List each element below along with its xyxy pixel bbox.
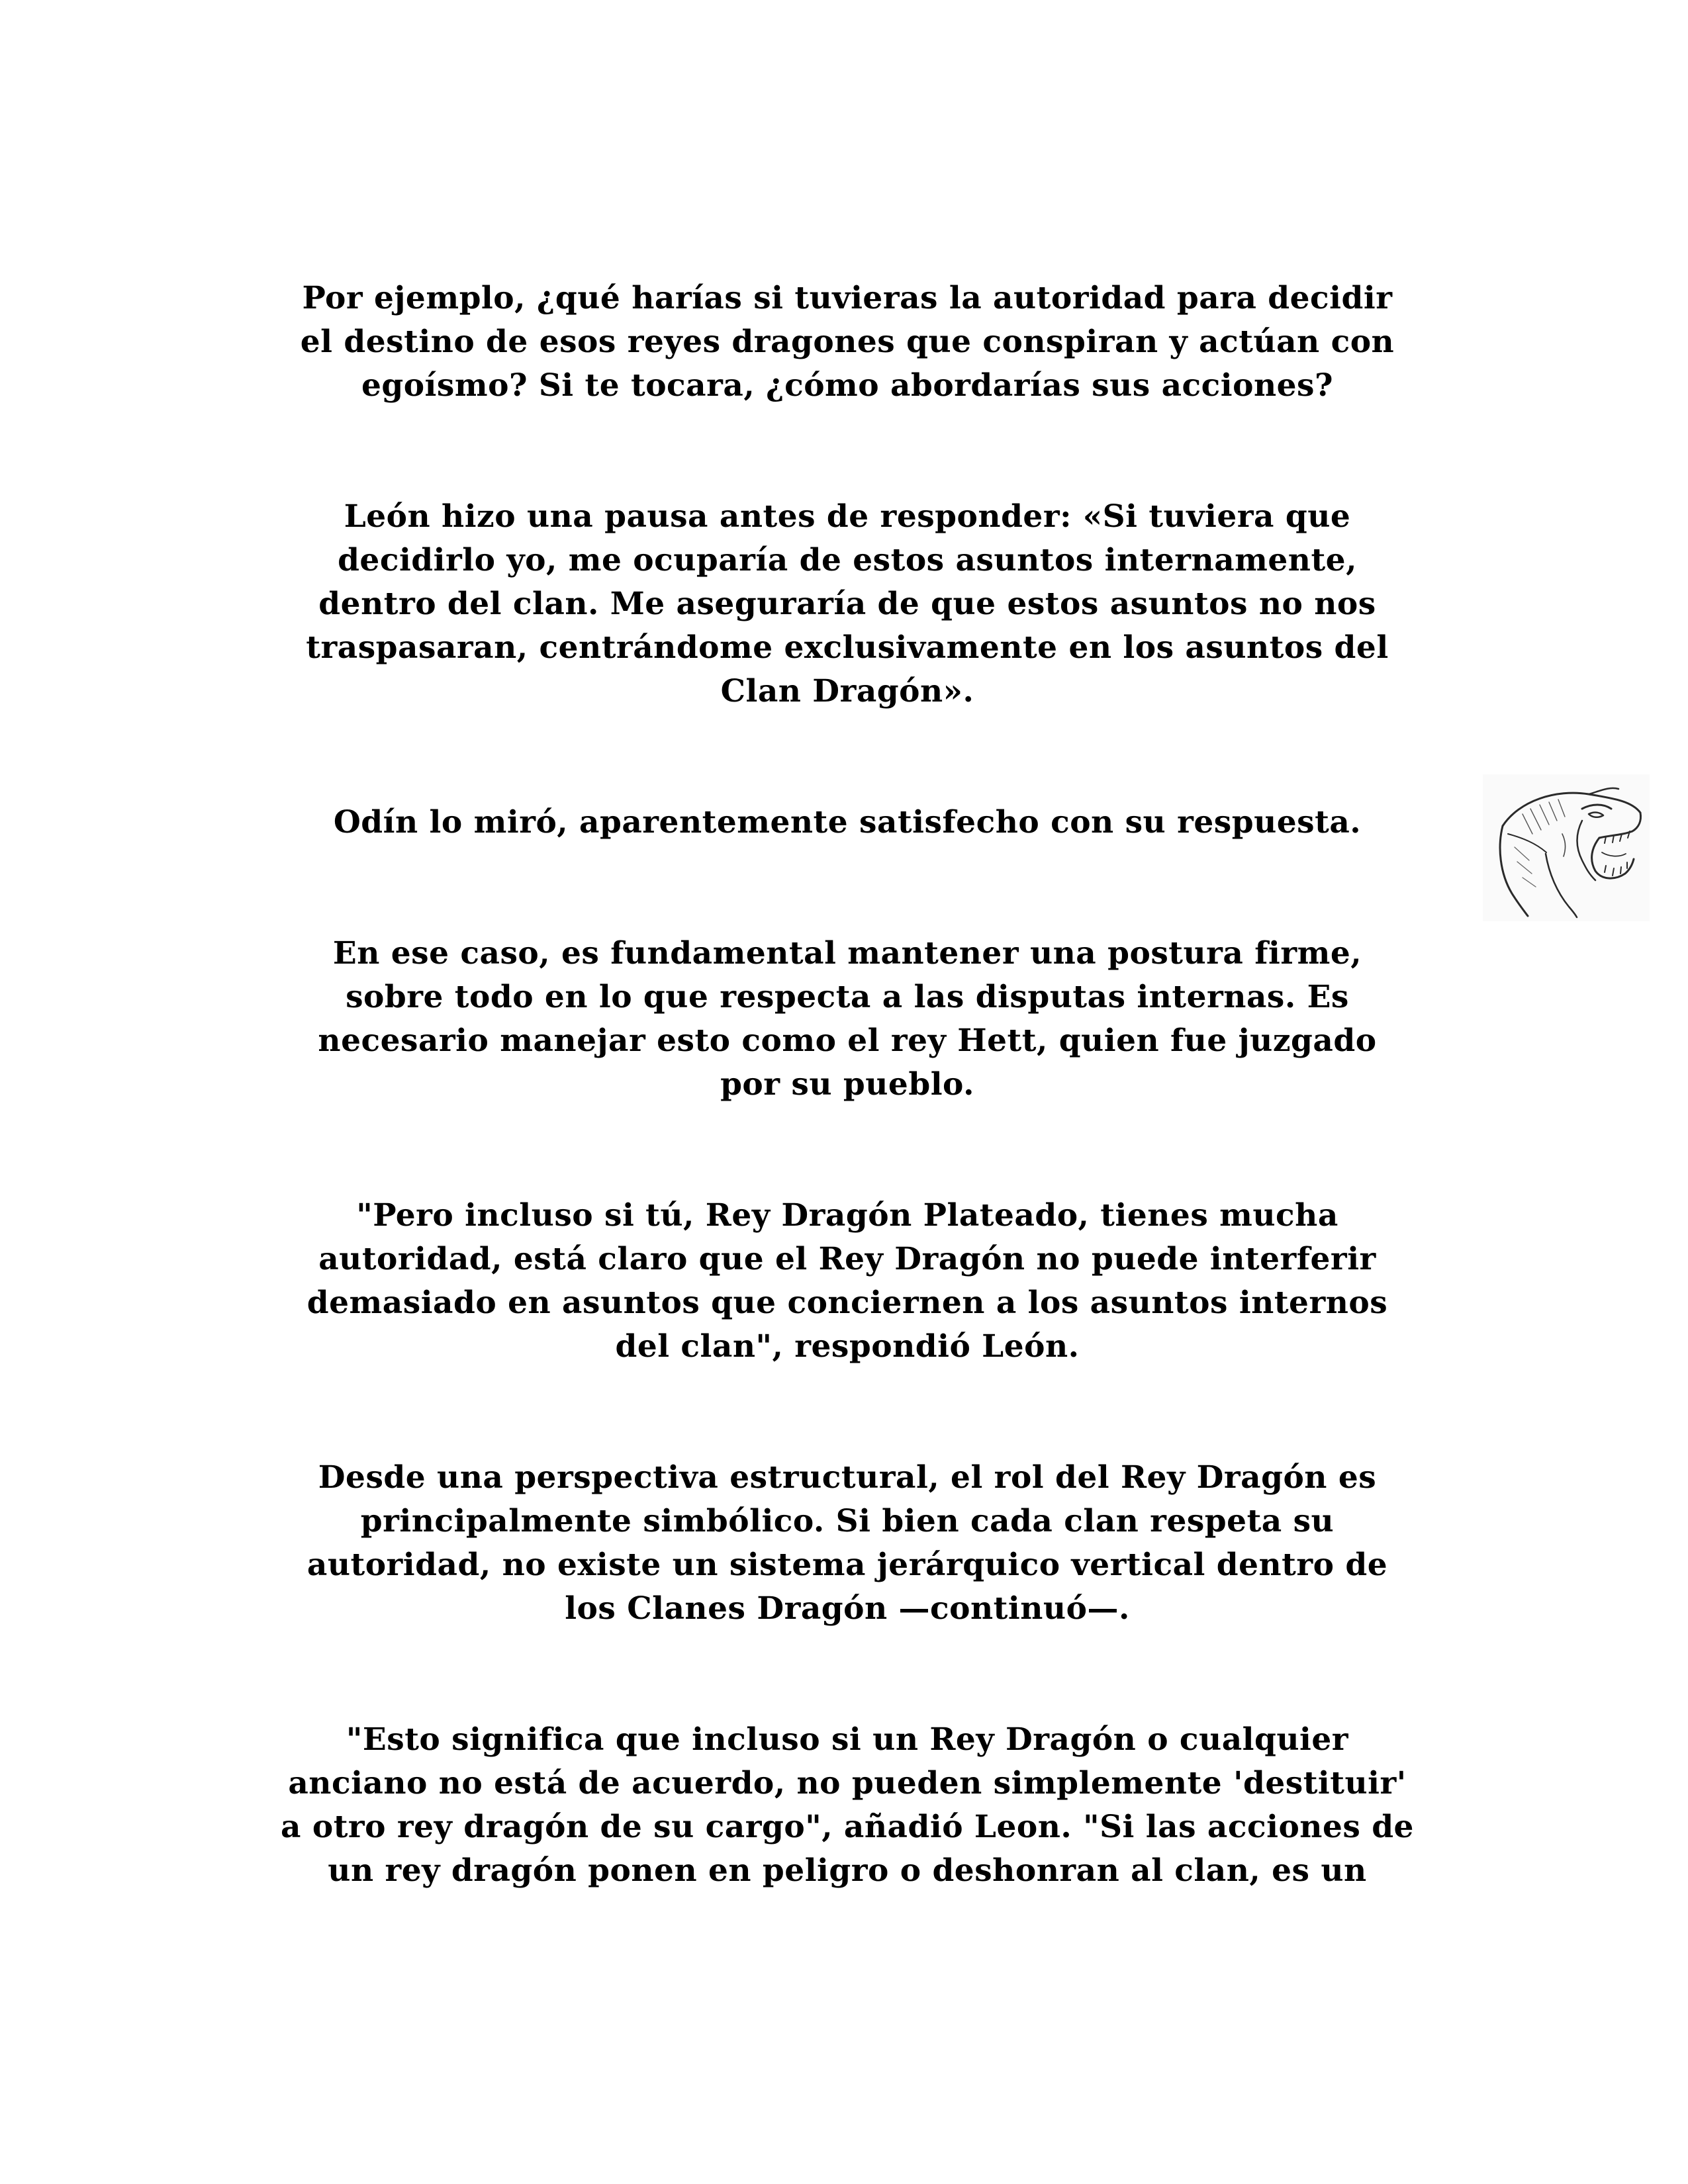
body-text bbox=[225, 277, 1470, 1893]
dragon-head-sketch-icon bbox=[1483, 774, 1650, 921]
paragraph-2: León hizo una pausa antes de responder: «Si tuviera que decidirlo yo, me ocuparía de estos asuntos internamente, dentro del clan. Me aseguraría de que estos asuntos no nos traspasaran, centrándome exclusivamente en los asuntos del Clan Dragón». bbox=[306, 498, 1389, 709]
paragraph-1: Por ejemplo, ¿qué harías si tuvieras la autoridad para decidir el destino de esos reyes dragones que conspiran y actúan con egoísmo? Si te tocara, ¿cómo abordarías sus acciones? bbox=[300, 280, 1395, 404]
paragraph-3: Odín lo miró, aparentemente satisfecho con su respuesta. bbox=[333, 804, 1362, 841]
paragraph-5: "Pero incluso si tú, Rey Dragón Plateado, tienes mucha autoridad, está claro que el Rey Dragón no puede interferir demasiado en asuntos que conciernen a los asuntos internos del clan", respondió León. bbox=[306, 1197, 1388, 1365]
paragraph-6: Desde una perspectiva estructural, el rol del Rey Dragón es principalmente simbólico. Si bien cada clan respeta su autoridad, no existe un sistema jerárquico vertical dentro de los Clanes Dragón —continuó—. bbox=[306, 1459, 1388, 1627]
paragraph-4: En ese caso, es fundamental mantener una postura firme, sobre todo en lo que respecta a las disputas internas. Es necesario manejar esto como el rey Hett, quien fue juzgado por su pueblo. bbox=[318, 935, 1377, 1103]
paragraph-7: "Esto significa que incluso si un Rey Dragón o cualquier anciano no está de acuerdo, no pueden simplemente 'destituir' a otro rey dragón de su cargo", añadió Leon. "Si las acciones de un rey dragón ponen en peligro o deshonran al clan, es un bbox=[281, 1721, 1414, 1889]
